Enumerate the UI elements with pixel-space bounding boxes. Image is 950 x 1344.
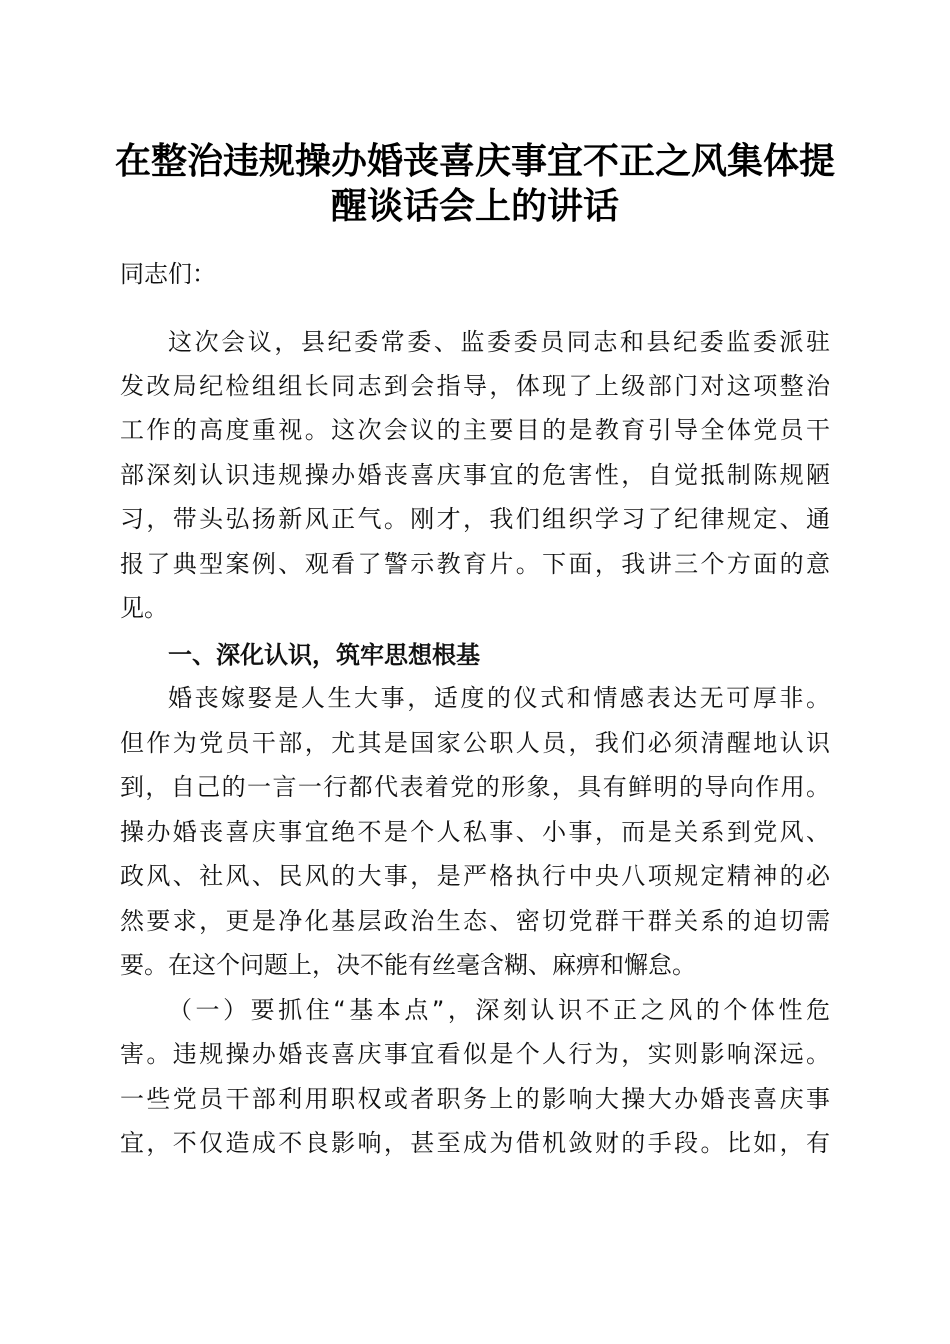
paragraph-line: 然要求，更是净化基层政治生态、密切党群干群关系的迫切需 [120,907,830,935]
paragraph-line: 一些党员干部利用职权或者职务上的影响大操大办婚丧喜庆事 [120,1085,830,1113]
paragraph-line: 部深刻认识违规操办婚丧喜庆事宜的危害性，自觉抵制陈规陋 [120,461,830,489]
paragraph-line: 报了典型案例、观看了警示教育片。下面，我讲三个方面的意 [120,550,830,578]
salutation: 同志们： [120,260,216,288]
paragraph-line: 宜，不仅造成不良影响，甚至成为借机敛财的手段。比如，有 [120,1129,830,1157]
subsection-line: （一）要抓住“基本点”，深刻认识不正之风的个体性危 [168,996,830,1024]
paragraph-line: 但作为党员干部，尤其是国家公职人员，我们必须清醒地认识 [120,729,830,757]
paragraph-line: 工作的高度重视。这次会议的主要目的是教育引导全体党员干 [120,416,830,444]
paragraph-line: 政风、社风、民风的大事，是严格执行中央八项规定精神的必 [120,862,830,890]
paragraph-line: 害。违规操办婚丧喜庆事宜看似是个人行为，实则影响深远。 [120,1040,830,1068]
document-title-line-1: 在整治违规操办婚丧喜庆事宜不正之风集体提 [114,140,835,182]
paragraph-line: 要。在这个问题上，决不能有丝毫含糊、麻痹和懈怠。 [120,951,696,979]
paragraph-line: 到，自己的一言一行都代表着党的形象，具有鲜明的导向作用。 [120,773,830,801]
paragraph-line: 见。 [120,594,168,622]
section-heading: 一、深化认识，筑牢思想根基 [168,641,480,669]
paragraph-line: 操办婚丧喜庆事宜绝不是个人私事、小事，而是关系到党风、 [120,818,830,846]
paragraph-line: 发改局纪检组组长同志到会指导，体现了上级部门对这项整治 [120,372,830,400]
paragraph-line: 这次会议，县纪委常委、监委委员同志和县纪委监委派驻 [168,328,830,356]
document-title-line-2: 醒谈话会上的讲话 [330,185,619,227]
paragraph-line: 婚丧嫁娶是人生大事，适度的仪式和情感表达无可厚非。 [168,684,830,712]
paragraph-line: 习，带头弘扬新风正气。刚才，我们组织学习了纪律规定、通 [120,505,830,533]
